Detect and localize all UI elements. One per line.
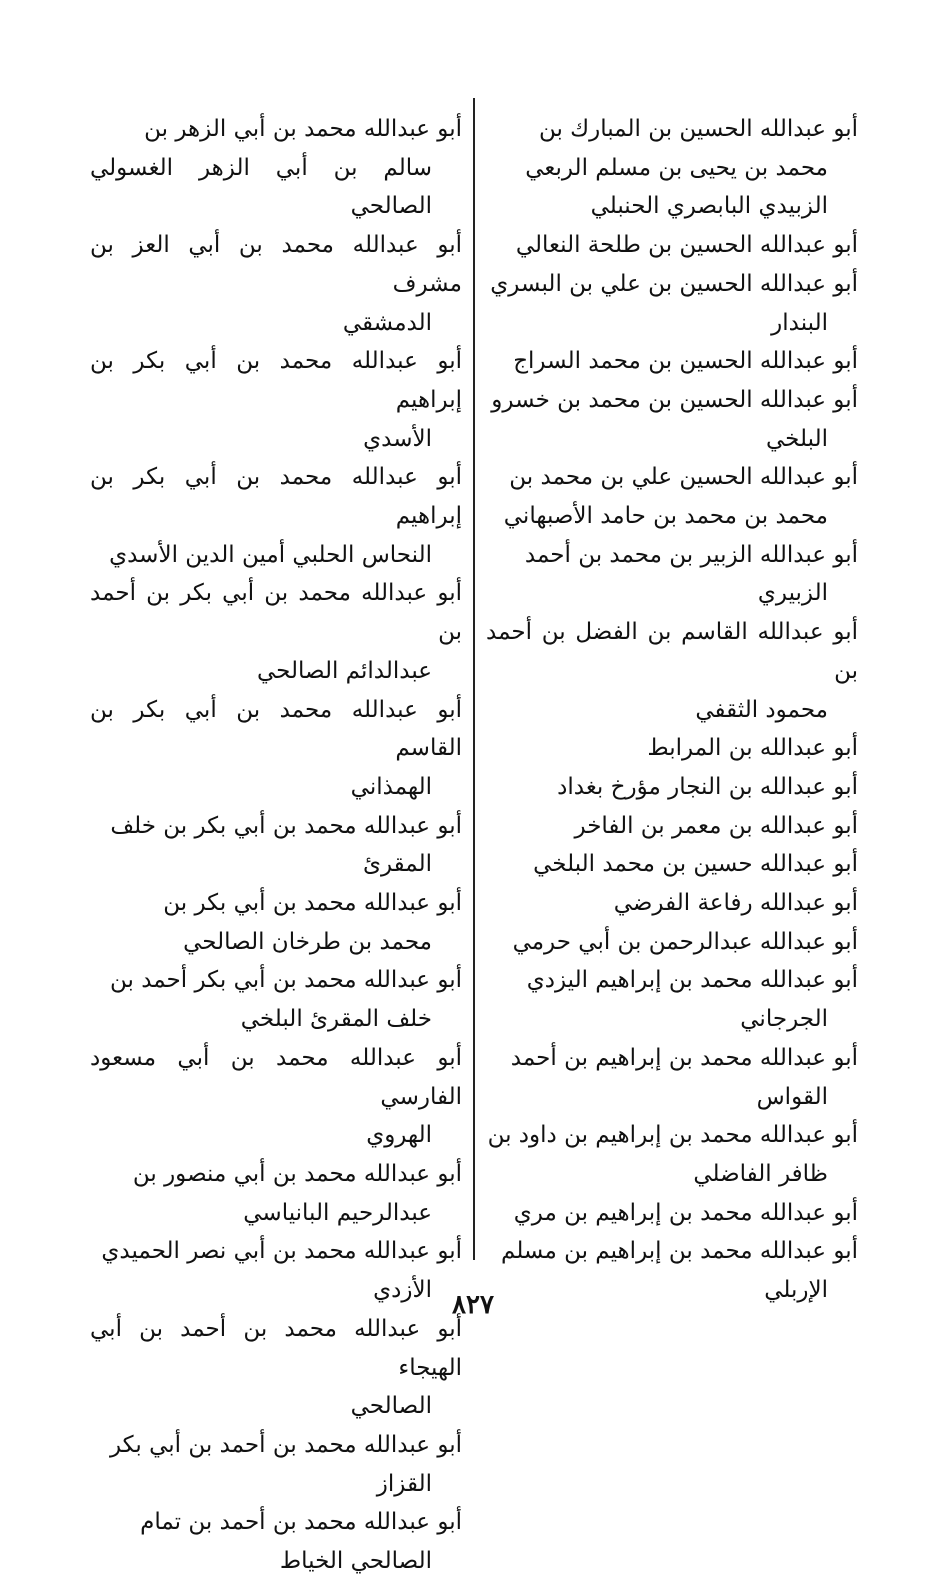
entry-first-line: أبو عبدالله محمد بن أبي بكر بن bbox=[163, 890, 462, 917]
index-entry bbox=[486, 110, 858, 226]
entry-first-line: أبو عبدالله محمد بن أبي منصور بن bbox=[132, 1160, 462, 1187]
entry-first-line: أبو عبدالله الحسين بن محمد السراج bbox=[513, 348, 858, 375]
entry-continuation-line: الأزدي bbox=[373, 1277, 432, 1304]
entry-first-line: أبو عبدالله بن النجار مؤرخ بغداد bbox=[557, 773, 858, 800]
index-entry bbox=[486, 226, 858, 265]
entry-continuation-line: ظافر الفاضلي bbox=[693, 1160, 828, 1187]
entry-first-line: أبو عبدالله الحسين بن المبارك بن bbox=[538, 116, 858, 142]
index-entry bbox=[486, 884, 858, 923]
entry-continuation-line: القواس bbox=[756, 1083, 828, 1110]
entry-continuation-line: الإربلي bbox=[764, 1277, 828, 1304]
entry-first-line: أبو عبدالله محمد بن أبي العز بن مشرف bbox=[90, 232, 462, 297]
entry-continuation-line: الزبيدي البابصري الحنبلي bbox=[590, 193, 828, 220]
index-entry bbox=[486, 536, 858, 613]
entry-continuation-line: البندار bbox=[771, 309, 828, 336]
entry-first-line: أبو عبدالله محمد بن أحمد بن أبي بكر bbox=[109, 1431, 462, 1458]
entry-first-line: أبو عبدالله محمد بن أبي بكر بن أحمد بن bbox=[90, 580, 462, 646]
index-column-right bbox=[486, 110, 858, 1310]
entry-first-line: أبو عبدالله محمد بن أحمد بن أبي الهيجاء bbox=[90, 1315, 462, 1381]
entry-continuation-line: الزبيري bbox=[757, 580, 828, 607]
entry-first-line: أبو عبدالله الحسين بن طلحة النعالي bbox=[515, 232, 858, 259]
entry-first-line: أبو عبدالله بن معمر بن الفاخر bbox=[574, 812, 858, 839]
entry-continuation-line: القزاز bbox=[376, 1470, 432, 1497]
index-entry bbox=[90, 807, 462, 884]
entry-continuation-line: محمد بن يحيى بن مسلم الربعي bbox=[525, 154, 828, 181]
entry-continuation-line: عبدالدائم الصالحي bbox=[257, 657, 432, 684]
entry-first-line: أبو عبدالله محمد بن أبي نصر الحميدي bbox=[101, 1238, 462, 1265]
index-entry bbox=[486, 265, 858, 342]
entry-continuation-line: الهمذاني bbox=[350, 773, 432, 800]
index-entry bbox=[486, 1194, 858, 1233]
entry-first-line: أبو عبدالله بن المرابط bbox=[647, 735, 858, 762]
entry-continuation-line: محمود الثقفي bbox=[695, 696, 828, 723]
index-entry bbox=[486, 381, 858, 458]
entry-first-line: أبو عبدالله محمد بن إبراهيم بن أحمد bbox=[510, 1044, 858, 1071]
index-entry bbox=[90, 110, 462, 226]
index-entry bbox=[90, 226, 462, 342]
entry-first-line: أبو عبدالله محمد بن أبي الزهر بن bbox=[144, 116, 462, 142]
entry-continuation-line: سالم بن أبي الزهر الغسولي الصالحي bbox=[90, 154, 432, 220]
entry-continuation-line: محمد بن طرخان الصالحي bbox=[183, 928, 432, 955]
index-entry bbox=[90, 1426, 462, 1503]
entry-first-line: أبو عبدالله الحسين بن علي بن البسري bbox=[490, 270, 858, 297]
entry-first-line: أبو عبدالله حسين بن محمد البلخي bbox=[533, 851, 858, 878]
entry-first-line: أبو عبدالله محمد بن أبي بكر بن إبراهيم bbox=[90, 464, 462, 530]
entry-first-line: أبو عبدالله محمد بن أبي بكر بن خلف bbox=[110, 812, 462, 839]
entry-continuation-line: محمد بن محمد بن حامد الأصبهاني bbox=[503, 503, 828, 530]
entry-first-line: أبو عبدالله محمد بن إبراهيم بن مسلم bbox=[501, 1238, 858, 1265]
index-entry bbox=[486, 729, 858, 768]
entry-first-line: أبو عبدالله محمد بن إبراهيم بن مري bbox=[513, 1199, 858, 1226]
index-entry bbox=[486, 613, 858, 729]
entry-first-line: أبو عبدالله محمد بن إبراهيم اليزدي bbox=[526, 967, 858, 994]
entry-continuation-line: النحاس الحلبي أمين الدين الأسدي bbox=[109, 541, 432, 568]
index-entry bbox=[90, 691, 462, 807]
entry-first-line: أبو عبدالله رفاعة الفرضي bbox=[613, 890, 858, 917]
index-entry bbox=[90, 574, 462, 690]
index-entry bbox=[486, 807, 858, 846]
index-entry bbox=[90, 1155, 462, 1232]
index-entry bbox=[90, 458, 462, 574]
index-entry bbox=[90, 961, 462, 1038]
entry-first-line: أبو عبدالله محمد بن إبراهيم بن داود بن bbox=[487, 1122, 858, 1149]
entry-continuation-line: خلف المقرئ البلخي bbox=[240, 1006, 432, 1033]
index-entry bbox=[90, 1503, 462, 1580]
index-entry bbox=[486, 1116, 858, 1193]
index-entry bbox=[486, 342, 858, 381]
entry-first-line: أبو عبدالله محمد بن أبي بكر بن القاسم bbox=[90, 696, 462, 762]
index-entry bbox=[90, 342, 462, 458]
entry-continuation-line: المقرئ bbox=[362, 851, 432, 878]
entry-continuation-line: الدمشقي bbox=[342, 309, 432, 336]
entry-first-line: أبو عبدالله الحسين بن محمد بن خسرو bbox=[491, 386, 858, 413]
index-entry bbox=[90, 1039, 462, 1155]
entry-first-line: أبو عبدالله عبدالرحمن بن أبي حرمي bbox=[512, 928, 858, 955]
entry-first-line: أبو عبدالله محمد بن أبي بكر أحمد بن bbox=[109, 967, 462, 994]
entry-continuation-line: البلخي bbox=[766, 425, 828, 452]
index-entry bbox=[90, 1310, 462, 1426]
entry-continuation-line: الصالحي الخياط bbox=[279, 1548, 432, 1575]
page-number: ٨٢٧ bbox=[452, 1290, 494, 1320]
index-entry bbox=[486, 845, 858, 884]
index-entry bbox=[486, 961, 858, 1038]
entry-first-line: أبو عبدالله محمد بن أحمد بن تمام bbox=[140, 1509, 462, 1536]
entry-continuation-line: الأسدي bbox=[363, 425, 432, 452]
index-entry bbox=[486, 458, 858, 535]
entry-continuation-line: الصالحي bbox=[350, 1393, 432, 1420]
entry-continuation-line: عبدالرحيم البانياسي bbox=[243, 1199, 432, 1226]
entry-first-line: أبو عبدالله الزبير بن محمد بن أحمد bbox=[524, 541, 858, 568]
column-divider bbox=[473, 98, 475, 1260]
entry-continuation-line: الجرجاني bbox=[740, 1006, 828, 1033]
entry-first-line: أبو عبدالله القاسم بن الفضل بن أحمد بن bbox=[486, 619, 858, 684]
index-column-left bbox=[90, 110, 462, 1581]
index-entry bbox=[486, 768, 858, 807]
index-entry bbox=[90, 884, 462, 961]
index-entry bbox=[486, 1039, 858, 1116]
index-entry bbox=[486, 923, 858, 962]
entry-first-line: أبو عبدالله الحسين علي بن محمد بن bbox=[509, 464, 858, 491]
entry-first-line: أبو عبدالله محمد بن أبي بكر بن إبراهيم bbox=[90, 348, 462, 413]
entry-first-line: أبو عبدالله محمد بن أبي مسعود الفارسي bbox=[90, 1044, 462, 1110]
entry-continuation-line: الهروي bbox=[366, 1122, 432, 1149]
